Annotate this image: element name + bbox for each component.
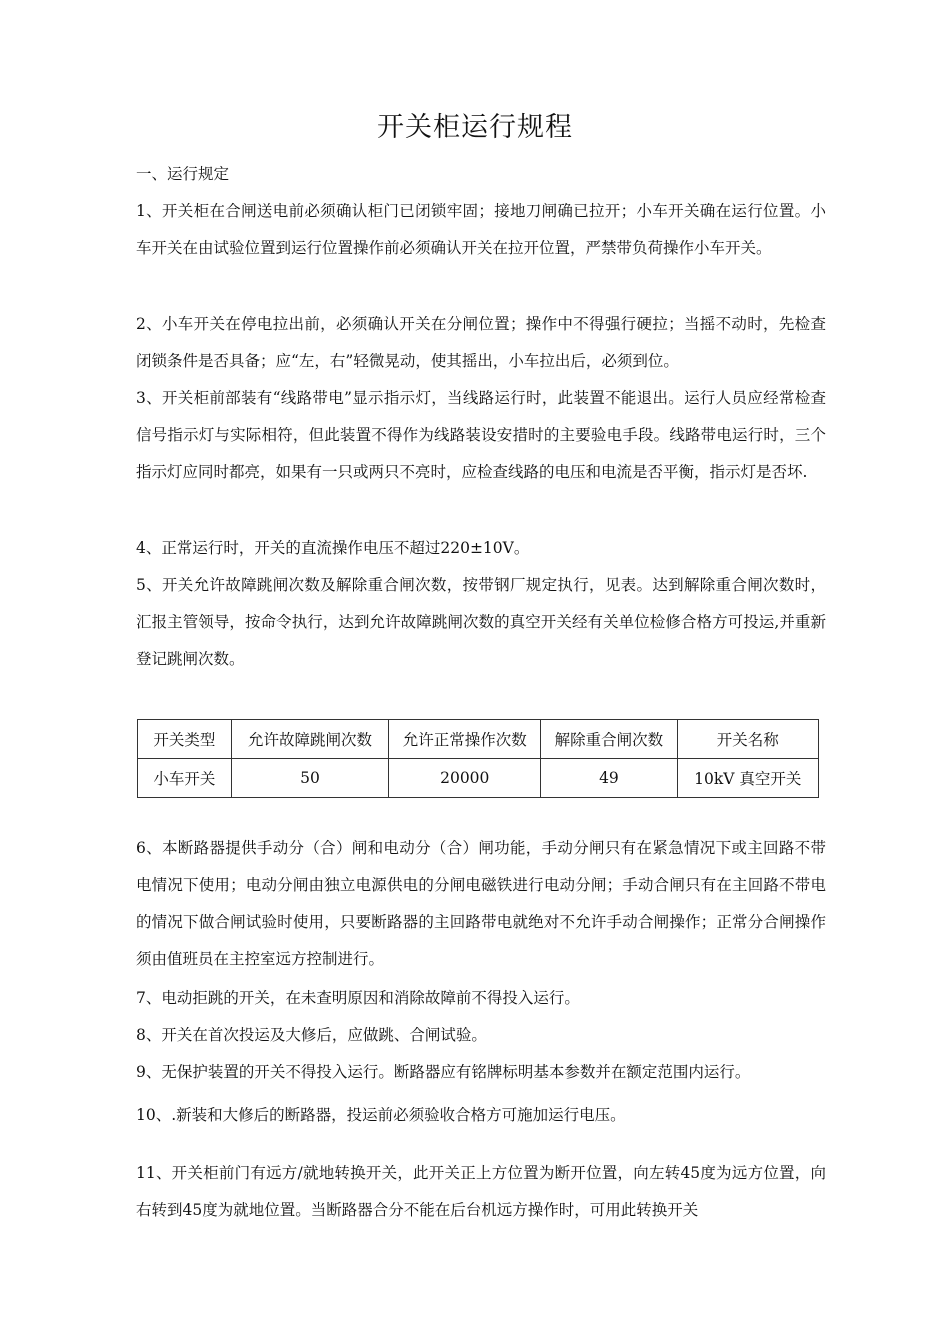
table-cell: 50 (231, 759, 388, 798)
table-header-row (138, 720, 819, 759)
table-cell: 10kV 真空开关 (677, 759, 818, 798)
paragraph-8: 8、开关在首次投运及大修后，应做跳、合闸试验。 (136, 1026, 487, 1044)
table-cell: 小车开关 (138, 759, 232, 798)
paragraph-10: 10、.新装和大修后的断路器，投运前必须验收合格方可施加运行电压。 (136, 1106, 626, 1124)
paragraph-3: 3、开关柜前部装有“线路带电”显示指示灯，当线路运行时，此装置不能退出。运行人员应经常检查信号指示灯与实际相符，但此装置不得作为线路装设安措时的主要验电手段。线路带电运行时，三个指示灯应同时都亮，如果有一只或两只不亮时，应检查线路的电压和电流是否平衡，指示灯是否坏. (136, 389, 826, 481)
paragraph-11: 11、开关柜前门有远方/就地转换开关，此开关正上方位置为断开位置，向左转45度为远方位置，向右转到45度为就地位置。当断路器合分不能在后台机远方操作时，可用此转换开关 (136, 1164, 826, 1219)
table-header-cell: 允许正常操作次数 (389, 720, 541, 759)
table-row (138, 759, 819, 798)
paragraph-1: 1、开关柜在合闸送电前必须确认柜门已闭锁牢固；接地刀闸确已拉开；小车开关确在运行位置。小车开关在由试验位置到运行位置操作前必须确认开关在拉开位置，严禁带负荷操作小车开关。 (136, 202, 826, 257)
switch-spec-table (137, 719, 819, 798)
table-cell: 20000 (389, 759, 541, 798)
paragraph-2: 2、小车开关在停电拉出前，必须确认开关在分闸位置；操作中不得强行硬拉；当摇不动时，先检查闭锁条件是否具备；应“左，右”轻微晃动，使其摇出，小车拉出后，必须到位。 (136, 315, 826, 370)
paragraph-7: 7、电动拒跳的开关，在未查明原因和消除故障前不得投入运行。 (136, 989, 580, 1007)
table-header-cell: 允许故障跳闸次数 (231, 720, 388, 759)
section-heading: 一、运行规定 (136, 165, 230, 183)
table-header-cell: 开关类型 (138, 720, 232, 759)
table-cell: 49 (541, 759, 677, 798)
table-header-cell: 开关名称 (677, 720, 818, 759)
paragraph-4: 4、正常运行时，开关的直流操作电压不超过220±10V。 (136, 539, 530, 557)
paragraph-6: 6、本断路器提供手动分（合）闸和电动分（合）闸功能，手动分闸只有在紧急情况下或主回路不带电情况下使用；电动分闸由独立电源供电的分闸电磁铁进行电动分闸；手动合闸只有在主回路不带电的情况下做合闸试验时使用，只要断路器的主回路带电就绝对不允许手动合闸操作；正常分合闸操作须由值班员在主控室远方控制进行。 (136, 839, 826, 968)
paragraph-9: 9、无保护装置的开关不得投入运行。断路器应有铭牌标明基本参数并在额定范围内运行。 (136, 1063, 751, 1081)
paragraph-5: 5、开关允许故障跳闸次数及解除重合闸次数，按带钢厂规定执行，见表。达到解除重合闸次数时，汇报主管领导，按命令执行，达到允许故障跳闸次数的真空开关经有关单位检修合格方可投运,并重新登记跳闸次数。 (136, 576, 826, 668)
table-header-cell: 解除重合闸次数 (541, 720, 677, 759)
document-title: 开关柜运行规程 (377, 112, 573, 143)
